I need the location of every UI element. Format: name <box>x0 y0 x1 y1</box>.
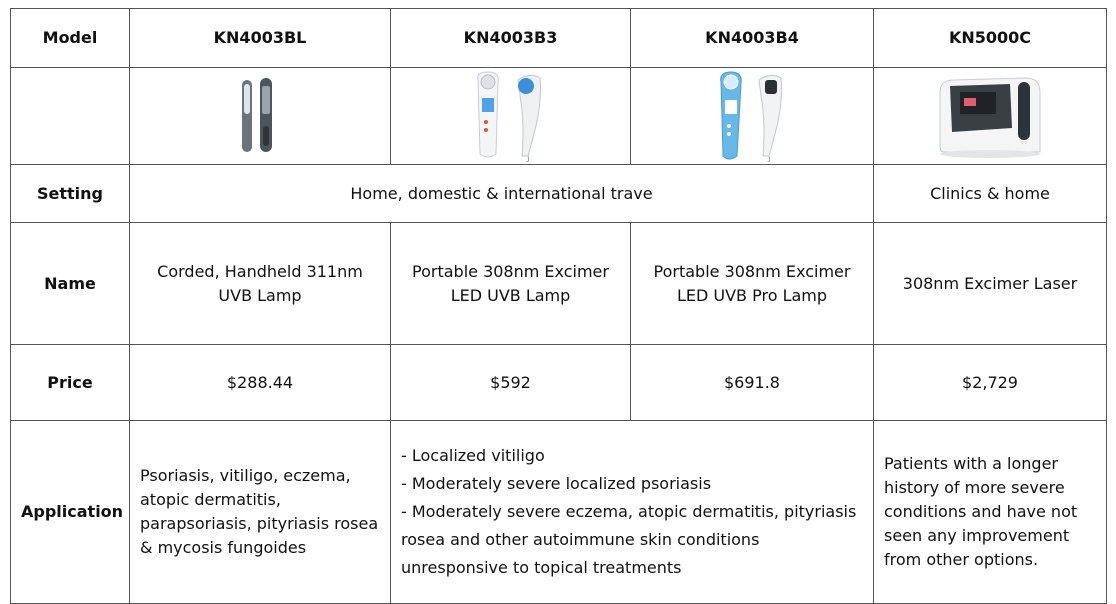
image-label-cell <box>11 68 130 165</box>
application-item: - Moderately severe eczema, atopic dermatitis, pityriasis rosea and other autoimmune skin conditions unresponsive to topical treatments <box>401 502 857 577</box>
application-item: - Localized vitiligo <box>401 446 545 465</box>
setting-home: Home, domestic & international trave <box>130 165 874 223</box>
setting-label: Setting <box>11 165 130 223</box>
comparison-table <box>10 8 1107 604</box>
white-excimer-device-image <box>391 68 631 165</box>
name-row <box>11 223 1107 345</box>
price-kn4003b3: $592 <box>391 345 631 421</box>
price-label: Price <box>11 345 130 421</box>
handheld-lamp-image <box>130 68 391 165</box>
name-kn4003bl: Corded, Handheld 311nm UVB Lamp <box>130 223 391 345</box>
application-kn4003bl: Psoriasis, vitiligo, eczema, atopic dermatitis, parapsoriasis, pityriasis rosea & mycosis fungoides <box>130 421 391 604</box>
model-kn4003bl: KN4003BL <box>130 9 391 68</box>
application-label: Application <box>11 421 130 604</box>
model-label: Model <box>11 9 130 68</box>
name-kn4003b4: Portable 308nm Excimer LED UVB Pro Lamp <box>631 223 874 345</box>
header-row <box>11 9 1107 68</box>
price-row <box>11 345 1107 421</box>
setting-row <box>11 165 1107 223</box>
setting-clinic: Clinics & home <box>874 165 1107 223</box>
application-row <box>11 421 1107 604</box>
image-row <box>11 68 1107 165</box>
model-kn4003b4: KN4003B4 <box>631 9 874 68</box>
model-kn5000c: KN5000C <box>874 9 1107 68</box>
model-kn4003b3: KN4003B3 <box>391 9 631 68</box>
price-kn4003bl: $288.44 <box>130 345 391 421</box>
clinic-laser-machine-image <box>874 68 1107 165</box>
name-label: Name <box>11 223 130 345</box>
price-kn4003b4: $691.8 <box>631 345 874 421</box>
price-kn5000c: $2,729 <box>874 345 1107 421</box>
application-kn4003b3-b4 <box>391 421 874 604</box>
application-kn5000c: Patients with a longer history of more severe conditions and have not seen any improvement from other options. <box>874 421 1107 604</box>
blue-excimer-device-image <box>631 68 874 165</box>
name-kn5000c: 308nm Excimer Laser <box>874 223 1107 345</box>
application-item: - Moderately severe localized psoriasis <box>401 474 712 493</box>
name-kn4003b3: Portable 308nm Excimer LED UVB Lamp <box>391 223 631 345</box>
